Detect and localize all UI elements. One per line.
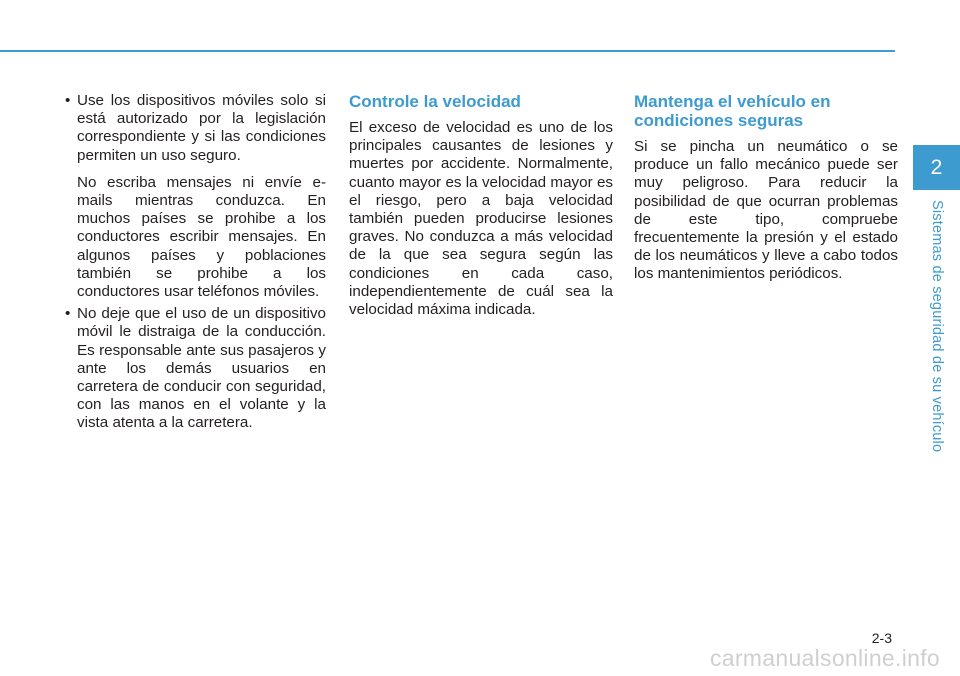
- chapter-title-vertical: Sistemas de seguridad de su vehículo: [929, 200, 945, 453]
- section-body-maintenance: Si se pincha un neumático o se produce un fallo mecánico puede ser muy peligroso. Para reducir la posibilidad de que ocurran problemas de este tipo, compruebe frecuentemente la presión y el estado de los neumáticos y lleve a cabo todos los mantenimientos periódicos.: [634, 138, 898, 283]
- page-number: 2-3: [871, 630, 892, 646]
- watermark: carmanualsonline.info: [709, 645, 940, 671]
- bullet-sub-paragraph: No escriba mensajes ni envíe e-mails mientras conduzca. En muchos países se prohibe a los conductores escribir mensajes. En algunos países y poblaciones también se prohibe a los conductores usar teléfonos móviles.: [77, 173, 326, 301]
- bullet-text: No deje que el uso de un dispositivo móvil le distraiga de la conducción. Es responsable ante sus pasajeros y ante los demás usuarios en carretera de conducir con seguridad, con las manos en el volante y la vista atenta a la carretera.: [77, 305, 326, 432]
- column-middle: [349, 92, 613, 319]
- list-item: [62, 92, 326, 301]
- list-item: [62, 305, 326, 432]
- column-left: [62, 92, 326, 433]
- section-heading-maintenance: Mantenga el vehículo en condiciones seguras: [634, 92, 831, 130]
- chapter-number-tab: 2: [913, 145, 960, 190]
- section-heading-speed: Controle la velocidad: [349, 92, 521, 111]
- safety-bullet-list: [62, 92, 326, 433]
- section-body-speed: El exceso de velocidad es uno de los principales causantes de lesiones y muertes por accidente. Normalmente, cuanto mayor es la velocidad mayor es el riesgo, pero a baja velocidad también pueden producirse lesiones graves. No conduzca a más velocidad de la que sea segura según las condiciones en cada caso, independientemente de cuál sea la velocidad máxima indicada.: [349, 119, 613, 319]
- bullet-icon: •: [65, 305, 71, 323]
- bullet-text: Use los dispositivos móviles solo si está autorizado por la legislación correspondiente y si las condiciones permiten un uso seguro.: [77, 92, 326, 164]
- column-right: [634, 92, 898, 284]
- bullet-icon: •: [65, 92, 71, 109]
- header-rule: [0, 50, 895, 52]
